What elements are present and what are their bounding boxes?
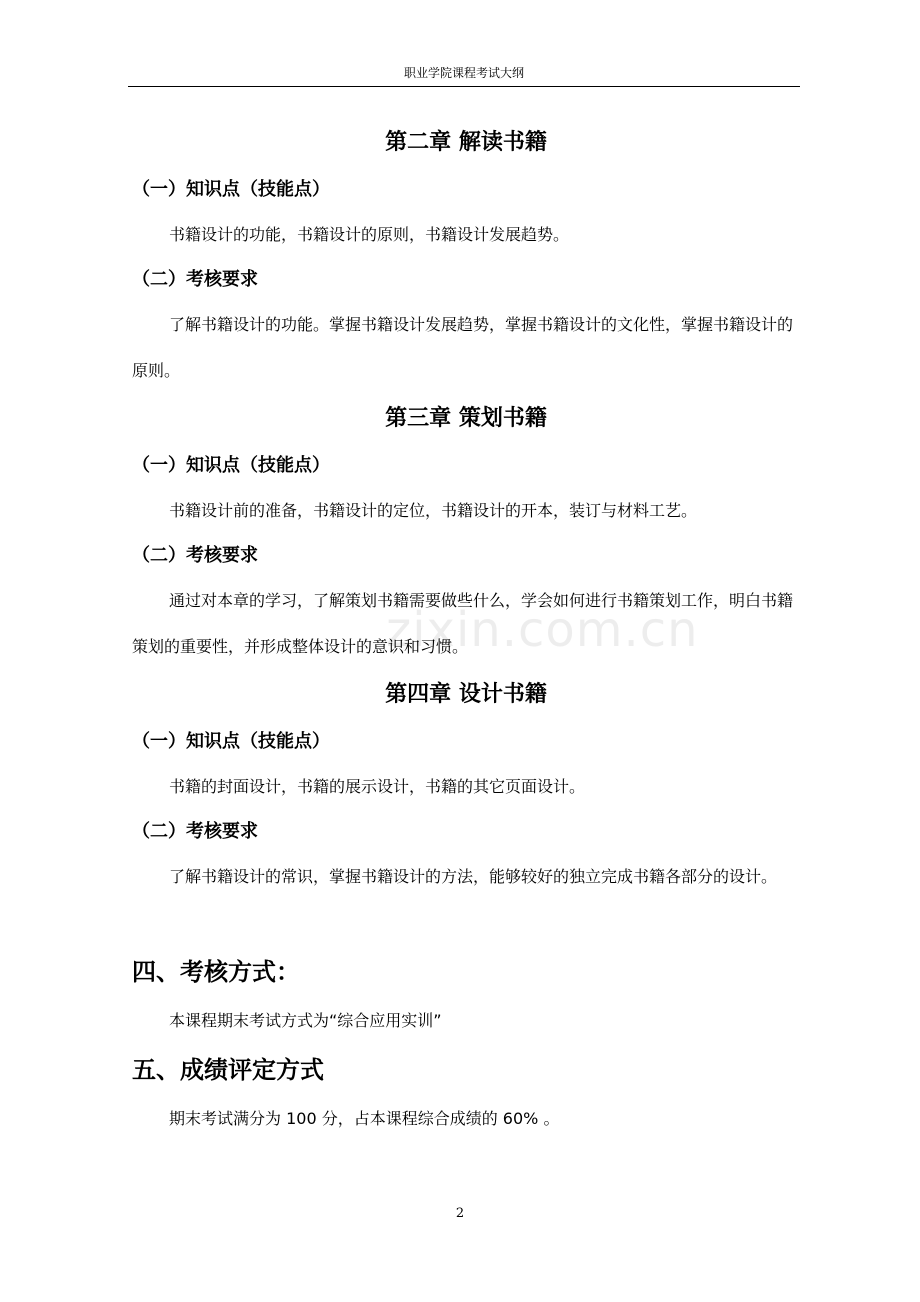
section-text: 期末考试满分为 100 分，占本课程综合成绩的 60% 。 — [169, 1109, 560, 1128]
section-text: 本课程期末考试方式为“综合应用实训” — [169, 1011, 442, 1030]
knowledge-text: 书籍设计前的准备，书籍设计的定位，书籍设计的开本，装订与材料工艺。 — [169, 501, 698, 520]
knowledge-heading: （一）知识点（技能点） — [132, 731, 330, 752]
chapter-title: 第二章 解读书籍 — [385, 130, 547, 155]
section-heading: 五、成绩评定方式 — [132, 1056, 324, 1084]
watermark: zixin.com.cn — [386, 602, 699, 658]
header-title: 职业学院课程考试大纲 — [403, 66, 524, 80]
chapter-4 — [132, 670, 800, 946]
requirement-text: 了解书籍设计的常识，掌握书籍设计的方法，能够较好的独立完成书籍各部分的设计。 — [169, 867, 778, 886]
knowledge-heading: （一）知识点（技能点） — [132, 455, 330, 476]
page-header — [128, 64, 800, 87]
section-assessment-method — [132, 946, 800, 1044]
section-grading-method — [132, 1044, 800, 1142]
knowledge-text: 书籍设计的功能，书籍设计的原则，书籍设计发展趋势。 — [169, 225, 570, 244]
page-number: 2 — [455, 1206, 465, 1221]
chapter-3 — [132, 394, 800, 670]
section-heading: 四、考核方式： — [132, 958, 300, 986]
requirement-heading: （二）考核要求 — [132, 269, 258, 290]
requirement-text: 通过对本章的学习，了解策划书籍需要做些什么，学会如何进行书籍策划工作，明白书籍策划的重要性，并形成整体设计的意识和习惯。 — [132, 591, 794, 656]
chapter-2 — [132, 118, 800, 394]
requirement-heading: （二）考核要求 — [132, 821, 258, 842]
document-body — [132, 118, 800, 1142]
chapter-title: 第三章 策划书籍 — [385, 406, 547, 431]
knowledge-text: 书籍的封面设计，书籍的展示设计，书籍的其它页面设计。 — [169, 777, 586, 796]
knowledge-heading: （一）知识点（技能点） — [132, 179, 330, 200]
requirement-text: 了解书籍设计的功能。掌握书籍设计发展趋势，掌握书籍设计的文化性，掌握书籍设计的原则。 — [132, 315, 794, 380]
requirement-heading: （二）考核要求 — [132, 545, 258, 566]
chapter-title: 第四章 设计书籍 — [385, 682, 547, 707]
